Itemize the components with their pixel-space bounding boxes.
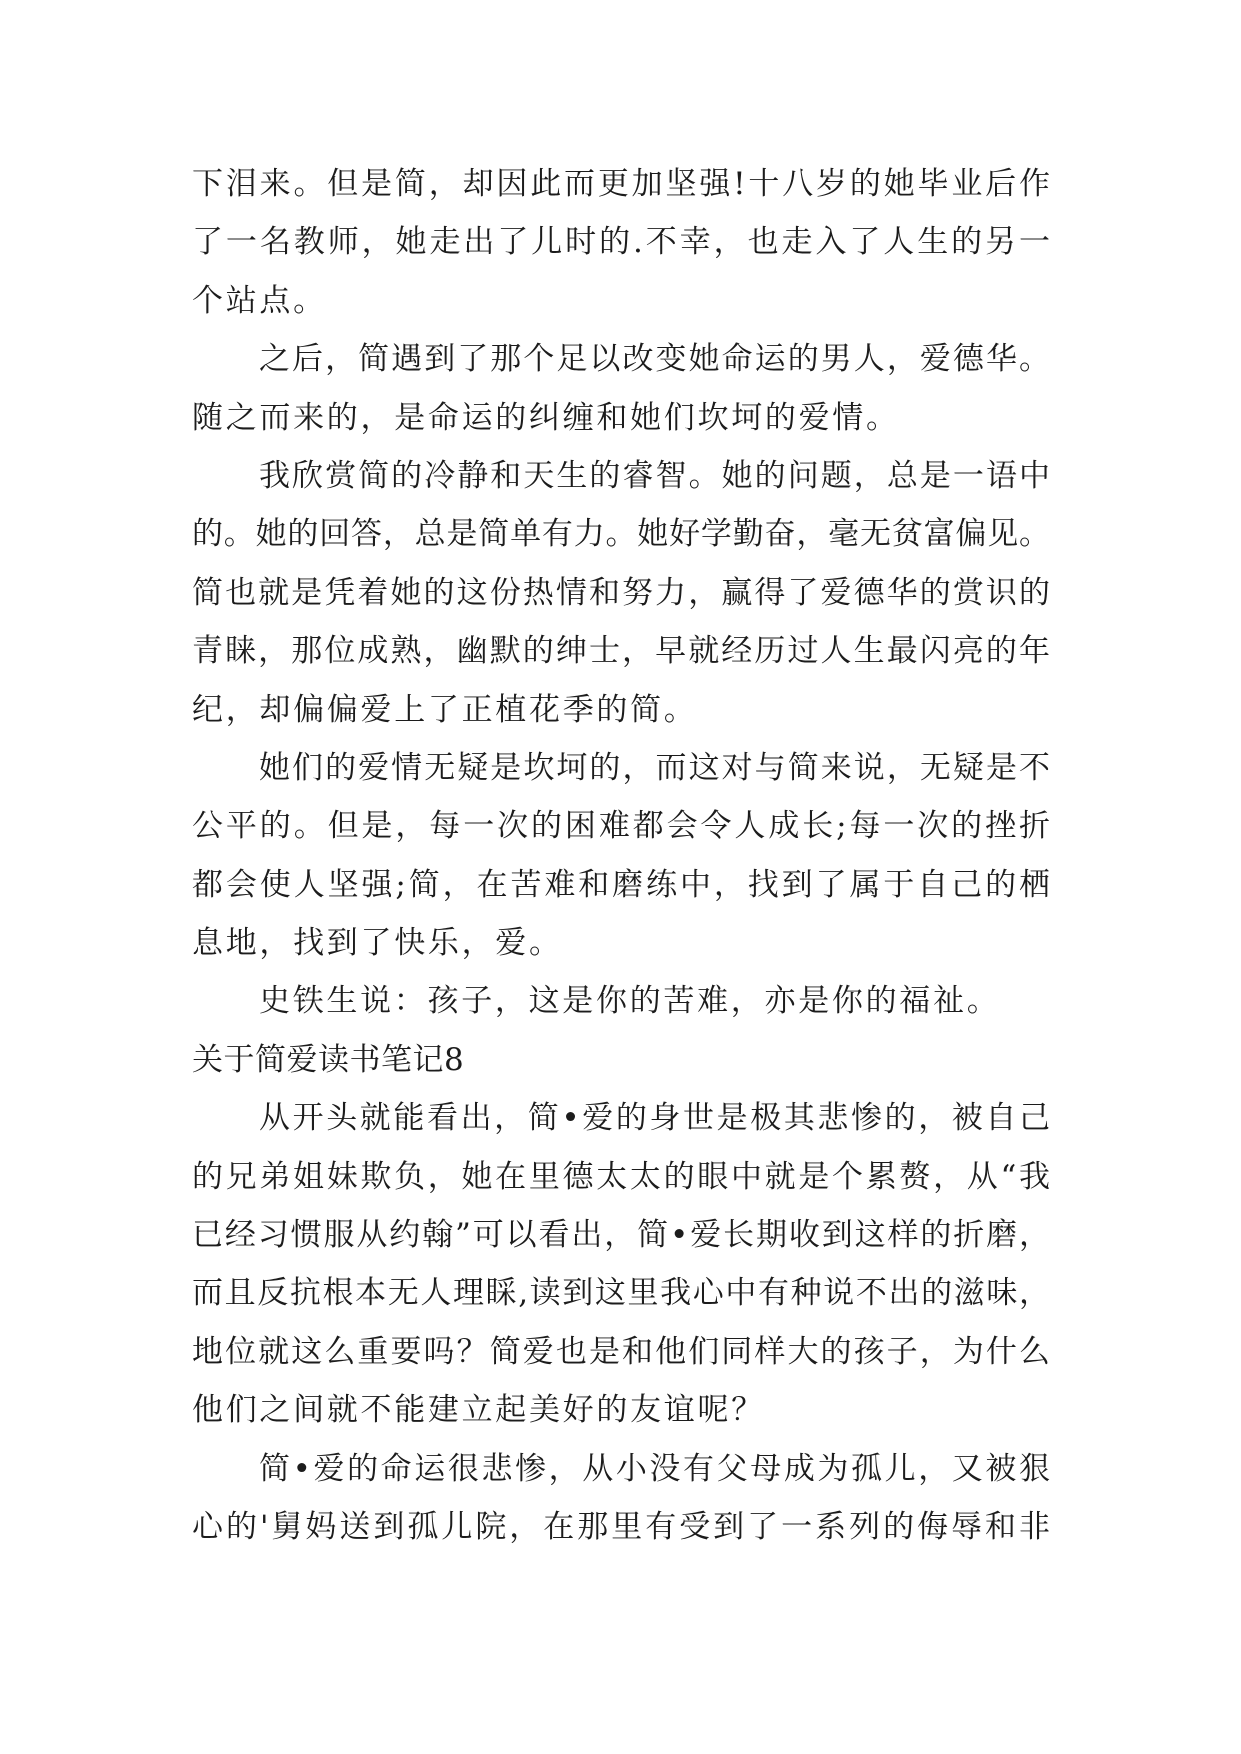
text-line: 心的'舅妈送到孤儿院，在那里有受到了一系列的侮辱和非 [192,1508,1050,1545]
text-line: 个站点。 [192,282,327,319]
text-line: 青睐，那位成熟，幽默的绅士，早就经历过人生最闪亮的年 [192,633,1050,670]
text-line: 简•爱的命运很悲惨，从小没有父母成为孤儿，又被狠 [259,1450,1050,1487]
text-line: 而且反抗根本无人理睬,读到这里我心中有种说不出的滋味， [192,1275,1050,1312]
paragraph [192,972,1050,1030]
text-line: 公平的。但是，每一次的困难都会令人成长;每一次的挫折 [192,808,1050,845]
text-line: 息地，找到了快乐，爱。 [192,925,563,962]
text-line: 都会使人坚强;简，在苦难和磨练中，找到了属于自己的栖 [192,866,1050,903]
text-line: 的。她的回答，总是简单有力。她好学勤奋，毫无贫富偏见。 [192,516,1050,553]
section-heading: 关于简爱读书笔记8 [192,1041,465,1078]
text-line: 简也就是凭着她的这份热情和努力，赢得了爱德华的赏识的 [192,574,1050,611]
text-line: 我欣赏简的冷静和天生的睿智。她的问题，总是一语中 [259,457,1050,494]
text-line: 随之而来的，是命运的纠缠和她们坎坷的爱情。 [192,399,900,436]
text-line: 史铁生说：孩子，这是你的苦难，亦是你的福祉。 [259,983,1001,1020]
paragraph [192,155,1050,330]
text-line: 之后，简遇到了那个足以改变她命运的男人，爱德华。 [259,341,1050,378]
text-line: 他们之间就不能建立起美好的友谊呢？ [192,1392,765,1429]
text-line: 从开头就能看出，简•爱的身世是极其悲惨的，被自己 [259,1100,1050,1137]
text-line: 的兄弟姐妹欺负，她在里德太太的眼中就是个累赘，从“我 [192,1158,1050,1195]
paragraph [192,1089,1050,1439]
paragraph [192,330,1050,447]
text-line: 已经习惯服从约翰”可以看出，简•爱长期收到这样的折磨， [192,1217,1050,1254]
paragraph [192,1440,1050,1557]
text-line: 纪，却偏偏爱上了正植花季的简。 [192,691,698,728]
text-line: 她们的爱情无疑是坎坷的，而这对与简来说，无疑是不 [259,749,1050,786]
text-line: 下泪来。但是简，却因此而更加坚强!十八岁的她毕业后作 [192,166,1050,202]
document-body [192,155,1050,1556]
paragraph [192,739,1050,973]
text-line: 地位就这么重要吗？简爱也是和他们同样大的孩子，为什么 [192,1333,1050,1370]
paragraph [192,447,1050,739]
text-line: 了一名教师，她走出了儿时的.不幸，也走入了人生的另一 [192,224,1050,261]
